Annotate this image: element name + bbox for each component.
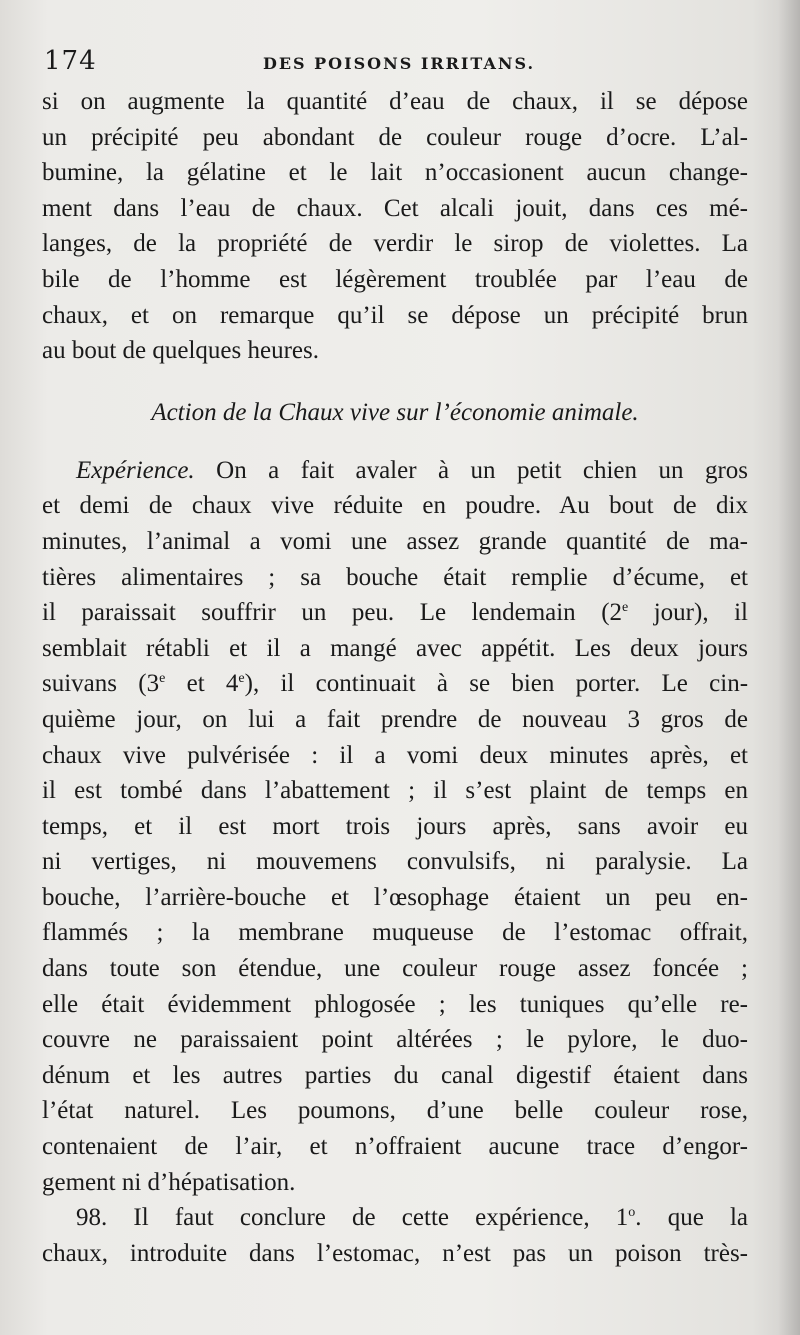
text-fragment: suivans (3 (42, 670, 160, 698)
text-fragment: et 4 (165, 670, 239, 698)
text-line: et demi de chaux vive réduite en poudre. Au bout de dix (42, 492, 748, 520)
text-fragment: ), il continuait à se bien porter. Le cin- (244, 670, 749, 698)
text-fragment: 98. Il faut conclure de cette expérience, 1 (76, 1204, 629, 1232)
running-head: DES POISONS IRRITANS. (262, 54, 536, 73)
page-edge-shadow (778, 0, 800, 1335)
text-line: un précipité peu abondant de couleur rouge d’ocre. L’al- (42, 123, 748, 151)
superscript: e (159, 671, 166, 687)
text-line: quième jour, on lui a fait prendre de nouveau 3 gros de (42, 705, 748, 733)
text-line: dénum et les autres parties du canal digestif étaient dans (42, 1061, 748, 1089)
text-line: contenaient de l’air, et n’offraient aucune trace d’engor- (42, 1133, 748, 1161)
text-line: il est tombé dans l’abattement ; il s’est plaint de temps en (42, 777, 748, 805)
superscript: o (628, 1205, 636, 1221)
text-line: bouche, l’arrière-bouche et l’œsophage étaient un peu en- (42, 883, 748, 911)
page-header (38, 42, 760, 86)
text-line: couvre ne paraissaient point altérées ; le pylore, le duo- (42, 1026, 748, 1054)
text-line: bile de l’homme est légèrement troublée par l’eau de (42, 265, 748, 293)
text-line (42, 1200, 748, 1236)
body-text (42, 84, 748, 1271)
text-line (42, 453, 748, 489)
text-line: chaux, et on remarque qu’il se dépose un précipité brun (42, 301, 748, 329)
text-line: semblait rétabli et il a mangé avec appétit. Les deux jours (42, 634, 748, 662)
text-line: si on augmente la quantité d’eau de chaux, il se dépose (42, 88, 748, 115)
text-line (42, 595, 748, 631)
text-line: temps, et il est mort trois jours après, sans avoir eu (42, 812, 748, 840)
text-line: tières alimentaires ; sa bouche était remplie d’écume, et (42, 563, 748, 591)
text-line: au bout de quelques heures. (42, 337, 320, 365)
text-line: ment dans l’eau de chaux. Cet alcali jouit, dans ces mé- (42, 194, 748, 222)
text-line: l’état naturel. Les poumons, d’une belle couleur rose, (42, 1097, 748, 1125)
superscript: e (622, 600, 629, 616)
text-line: bumine, la gélatine et le lait n’occasionent aucun change- (42, 159, 748, 187)
text-line: elle était évidemment phlogosée ; les tuniques qu’elle re- (42, 990, 748, 1018)
text-fragment: jour), il (628, 599, 748, 627)
text-line (42, 666, 748, 702)
section-heading: Action de la Chaux vive sur l’économie animale. (151, 398, 639, 426)
text-fragment: il paraissait souffrir un peu. Le lendemain (2 (42, 599, 623, 627)
text-line: chaux vive pulvérisée : il a vomi deux minutes après, et (42, 741, 748, 769)
page-number: 174 (44, 46, 97, 76)
superscript: e (238, 671, 245, 687)
text-line: ni vertiges, ni mouvemens convulsifs, ni paralysie. La (42, 848, 748, 876)
text-fragment: On a fait avaler à un petit chien un gros (194, 456, 748, 484)
text-line: minutes, l’animal a vomi une assez grande quantité de ma- (42, 527, 748, 555)
text-fragment: . que la (635, 1204, 748, 1232)
text-line: langes, de la propriété de verdir le sirop de violettes. La (42, 230, 748, 258)
lead-word: Expérience. (76, 456, 195, 484)
text-line: gement ni d’hépatisation. (42, 1168, 296, 1196)
text-line: chaux, introduite dans l’estomac, n’est pas un poison très- (42, 1239, 748, 1267)
text-line: flammés ; la membrane muqueuse de l’estomac offrait, (42, 919, 748, 947)
text-line: dans toute son étendue, une couleur rouge assez foncée ; (42, 955, 748, 983)
